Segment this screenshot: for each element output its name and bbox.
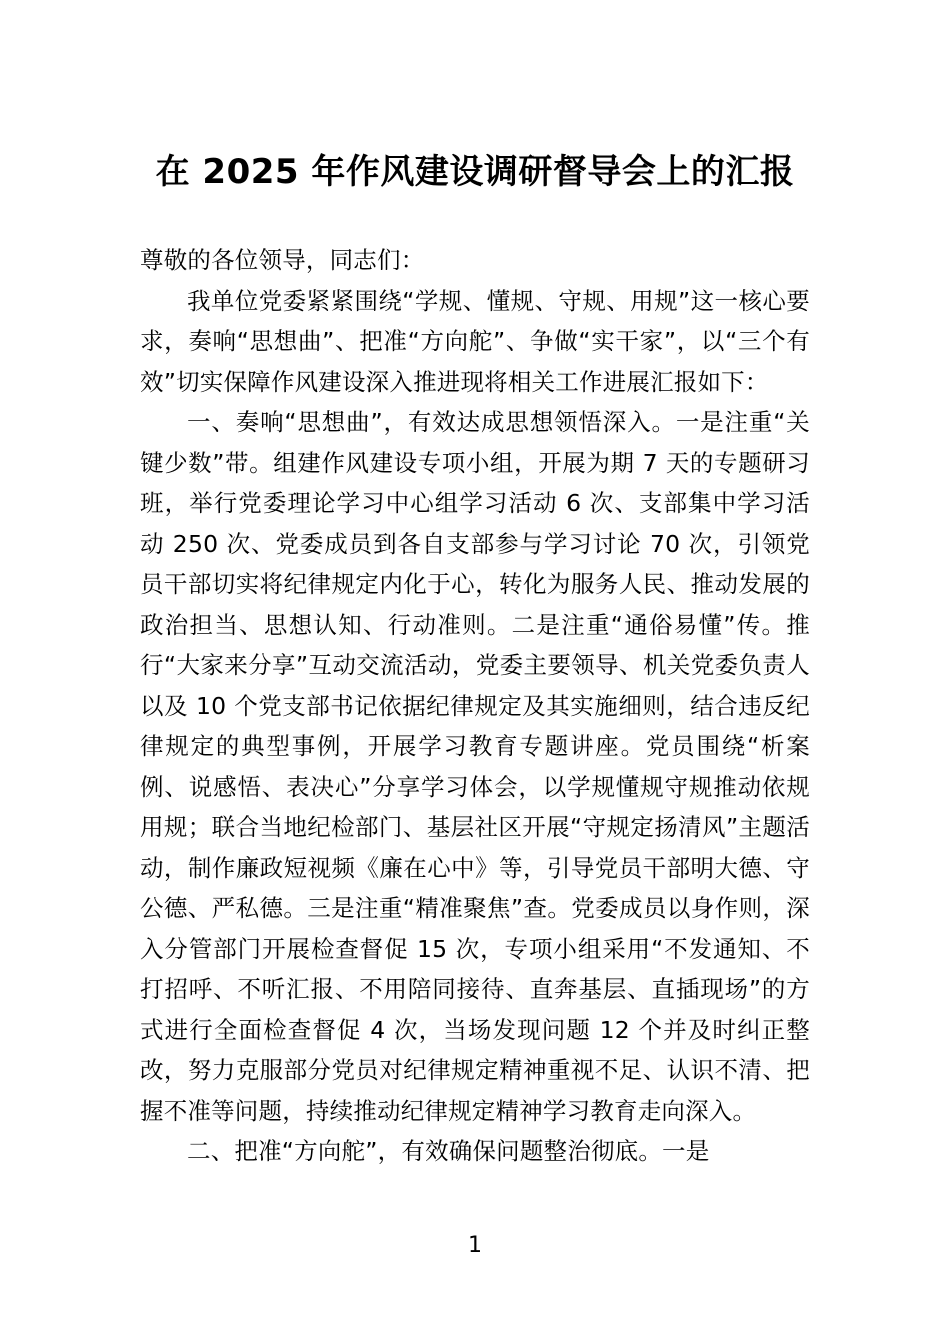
- paragraph-2: 一、奏响“思想曲”，有效达成思想领悟深入。一是注重“关键少数”带。组建作风建设专项小组，开展为期 7 天的专题研习班，举行党委理论学习中心组学习活动 6 次、支部集中学习活动 250 次、党委成员到各自支部参与学习讨论 70 次，引领党员干部切实将纪律规定内化于心，转化为服务人民、推动发展的政治担当、思想认知、行动准则。二是注重“通俗易懂”传。推行“大家来分享”互动交流活动，党委主要领导、机关党委负责人以及 10 个党支部书记依据纪律规定及其实施细则，结合违反纪律规定的典型事例，开展学习教育专题讲座。党员围绕“析案例、说感悟、表决心”分享学习体会，以学规懂规守规推动依规用规；联合当地纪检部门、基层社区开展“守规定扬清风”主题活动，制作廉政短视频《廉在心中》等，引导党员干部明大德、守公德、严私德。三是注重“精准聚焦”查。党委成员以身作则，深入分管部门开展检查督促 15 次，专项小组采用“不发通知、不打招呼、不听汇报、不用陪同接待、直奔基层、直插现场”的方式进行全面检查督促 4 次，当场发现问题 12 个并及时纠正整改，努力克服部分党员对纪律规定精神重视不足、认识不清、把握不准等问题，持续推动纪律规定精神学习教育走向深入。: [140, 408, 810, 1125]
- paragraph-1: 我单位党委紧紧围绕“学规、懂规、守规、用规”这一核心要求，奏响“思想曲”、把准“方向舵”、争做“实干家”，以“三个有效”切实保障作风建设深入推进现将相关工作进展汇报如下：: [140, 286, 810, 396]
- page-title: 在 2025 年作风建设调研督导会上的汇报: [155, 152, 795, 192]
- paragraph-3: 二、把准“方向舵”，有效确保问题整治彻底。一是: [187, 1137, 710, 1166]
- document-body: [140, 240, 810, 1172]
- salutation: 尊敬的各位领导，同志们：: [140, 246, 425, 275]
- page-number: 1: [468, 1233, 482, 1258]
